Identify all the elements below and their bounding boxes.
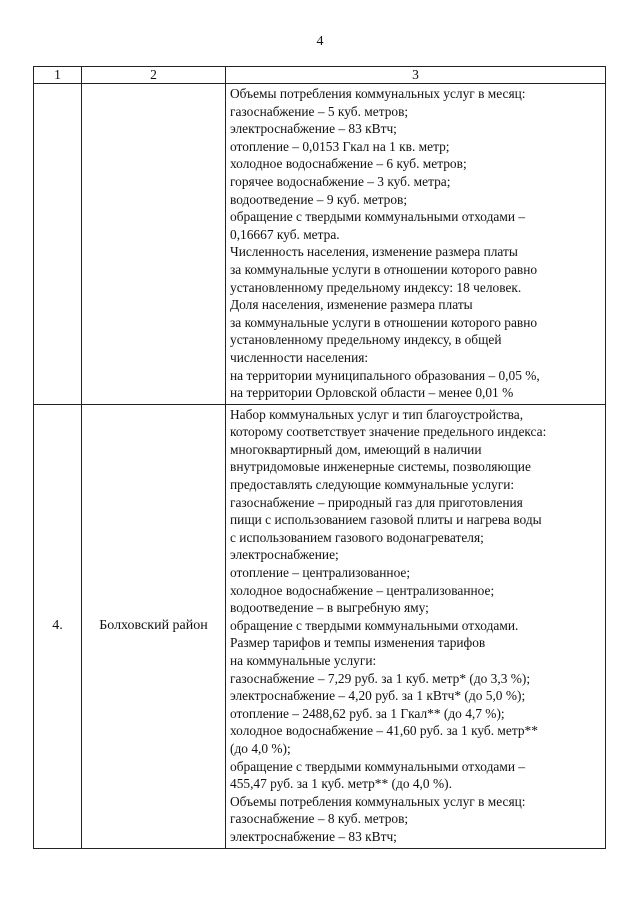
content-line: Численность населения, изменение размера платы — [230, 244, 518, 260]
content-line: обращение с твердыми коммунальными отходами. — [230, 617, 519, 633]
content-line: на коммунальные услуги: — [230, 653, 377, 668]
table-row — [34, 84, 606, 405]
content-line: предоставлять следующие коммунальные услуги: — [230, 477, 515, 493]
content-line: Набор коммунальных услуг и тип благоустройства, — [230, 406, 524, 422]
content-line: газоснабжение – природный газ для приготовления — [230, 494, 523, 510]
content-line: многоквартирный дом, имеющий в наличии — [230, 441, 482, 457]
content-line: холодное водоснабжение – централизованное; — [230, 582, 495, 598]
content-text — [226, 405, 605, 848]
content-line: Доля населения, изменение размера платы — [230, 297, 473, 313]
table-row — [34, 404, 606, 848]
header-col-1: 1 — [34, 67, 82, 84]
content-line: отопление – 2488,62 руб. за 1 Гкал** (до 4,7 %); — [230, 705, 505, 721]
content-line: на территории Орловской области – менее 0,01 % — [230, 385, 514, 401]
content-line: установленному предельному индексу, в общей — [230, 332, 502, 348]
services-table — [33, 66, 606, 849]
content-line: обращение с твердыми коммунальными отходами – — [230, 209, 526, 225]
content-line: установленному предельному индексу: 18 человек. — [230, 279, 522, 295]
content-line: горячее водоснабжение – 3 куб. метра; — [230, 173, 451, 189]
district-name — [82, 84, 226, 405]
content-line: пищи с использованием газовой плиты и нагрева воды — [230, 512, 542, 528]
content-line: внутридомовые инженерные системы, позволяющие — [230, 459, 531, 475]
content-line: электроснабжение – 83 кВтч; — [230, 121, 397, 137]
content-line: холодное водоснабжение – 6 куб. метров; — [230, 156, 467, 172]
content-line: Объемы потребления коммунальных услуг в месяц: — [230, 86, 526, 101]
content-line: за коммунальные услуги в отношении которого равно — [230, 261, 538, 277]
content-line: отопление – централизованное; — [230, 565, 411, 581]
content-line: газоснабжение – 7,29 руб. за 1 куб. метр* (до 3,3 %); — [230, 670, 531, 686]
content-line: на территории муниципального образования – 0,05 %, — [230, 367, 540, 383]
content-line: которому соответствует значение предельного индекса: — [230, 424, 547, 440]
header-col-3: 3 — [226, 67, 606, 84]
table-header-row — [34, 67, 606, 84]
content-line: обращение с твердыми коммунальными отходами – — [230, 758, 526, 774]
content-line: (до 4,0 %); — [230, 740, 291, 756]
content-line: газоснабжение – 5 куб. метров; — [230, 103, 409, 119]
row-number — [34, 84, 82, 405]
content-line: газоснабжение – 8 куб. метров; — [230, 811, 409, 827]
content-cell — [226, 404, 606, 848]
district-name: Болховский район — [82, 404, 226, 848]
content-line: электроснабжение – 83 кВтч; — [230, 828, 397, 844]
content-line: водоотведение – в выгребную яму; — [230, 600, 429, 616]
content-line: отопление – 0,0153 Гкал на 1 кв. метр; — [230, 138, 450, 154]
content-line: численности населения: — [230, 349, 369, 365]
content-line: Объемы потребления коммунальных услуг в месяц: — [230, 793, 526, 809]
content-line: Размер тарифов и темпы изменения тарифов — [230, 635, 486, 651]
content-text — [226, 84, 605, 404]
content-line: водоотведение – 9 куб. метров; — [230, 191, 408, 207]
header-col-2: 2 — [82, 67, 226, 84]
content-line: электроснабжение; — [230, 547, 339, 563]
content-line: электроснабжение – 4,20 руб. за 1 кВтч* (до 5,0 %); — [230, 688, 526, 704]
content-line: 455,47 руб. за 1 куб. метр** (до 4,0 %). — [230, 776, 452, 792]
content-line: 0,16667 куб. метра. — [230, 226, 340, 242]
row-number: 4. — [34, 404, 82, 848]
content-line: с использованием газового водонагревателя; — [230, 529, 484, 545]
page-number: 4 — [316, 34, 324, 49]
content-line: холодное водоснабжение – 41,60 руб. за 1 куб. метр** — [230, 723, 538, 739]
content-line: за коммунальные услуги в отношении которого равно — [230, 314, 538, 330]
content-cell — [226, 84, 606, 405]
